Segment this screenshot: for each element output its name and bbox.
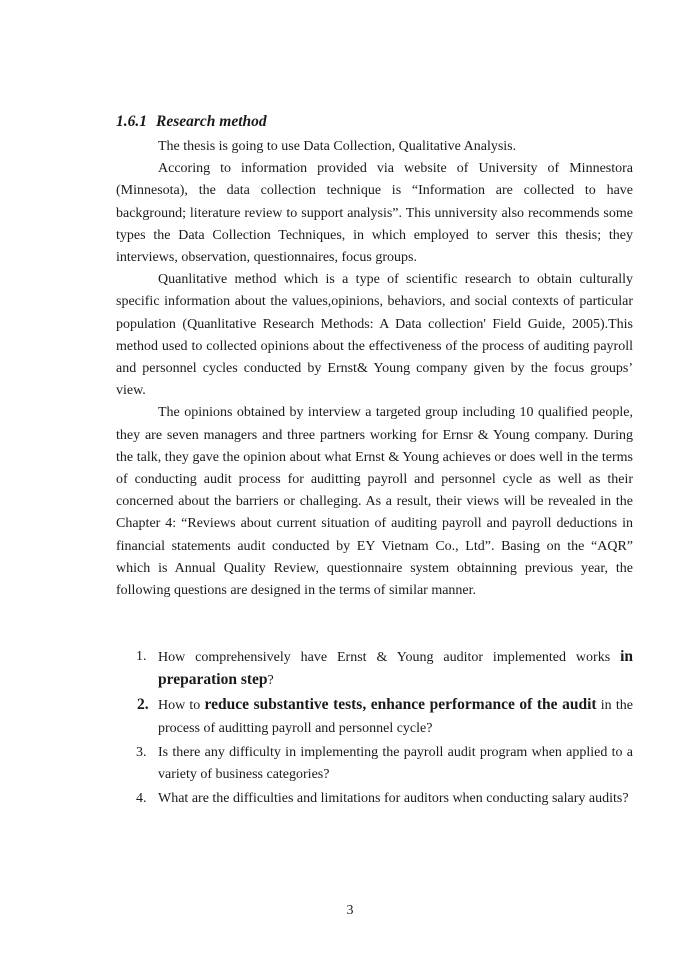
question-number: 4.	[136, 791, 147, 807]
question-item	[116, 694, 633, 739]
page-number: 3	[346, 903, 354, 918]
body-text	[116, 136, 633, 602]
question-number: 1.	[136, 649, 147, 664]
question-text: How comprehensively have Ernst & Young auditor implemented works	[158, 650, 621, 665]
question-emphasis: reduce substantive tests, enhance performance of the audit	[204, 696, 597, 714]
paragraph: The thesis is going to use Data Collection, Qualitative Analysis.	[158, 139, 517, 154]
question-text-end: in the process of auditting payroll and personnel cycle?	[158, 698, 633, 736]
paragraph: Quanlitative method which is a type of scientific research to obtain culturally specific information about the values,opinions, behaviors, and social contexts of particular population (Quanlitative Research Methods: A Data collection' Field Guide, 2005).This method used to collected opinions about the effectiveness of the process of auditing payroll and personnel cycles conducted by Ernst& Young company given by the focus groups’ view.	[116, 272, 633, 399]
question-item	[116, 788, 633, 810]
question-number: 2.	[137, 696, 149, 714]
question-list	[116, 646, 633, 812]
question-emphasis: in preparation step	[158, 648, 633, 689]
question-text: What are the difficulties and limitations for auditors when conducting salary audits?	[158, 791, 629, 807]
section-heading	[116, 113, 267, 131]
question-text: Is there any difficulty in implementing the payroll audit program when applied to a variety of business categories?	[158, 744, 633, 783]
section-title: Research method	[156, 113, 267, 130]
question-item	[116, 742, 633, 786]
question-text-end: ?	[267, 673, 274, 689]
question-item	[116, 646, 633, 692]
paragraph: The opinions obtained by interview a targeted group including 10 qualified people, they are seven managers and three partners working for Ernsr & Young company. During the talk, they gave the opinion about what Ernst & Young achieves or does well in the terms of conducting audit process for auditting payroll and personnel cycle as well as their concerned about the barriers or challeging. As a result, their views will be revealed in the Chapter 4: “Reviews about current situation of auditing payroll and payroll deductions in financial statements audit conducted by EY Vietnam Co., Ltd”. Basing on the “AQR” which is Annual Quality Review, questionnaire system obtainning previous year, the following questions are designed in the terms of similar manner.	[116, 405, 633, 599]
paragraph: Accoring to information provided via website of University of Minnestora (Minnesota), the data collection technique is “Information are collected to have background; literature review to support analysis”. This unniversity also recommends some types the Data Collection Techniques, in which employed to server this thesis; they interviews, observation, questionnaires, focus groups.	[116, 161, 633, 266]
section-number: 1.6.1	[116, 113, 147, 130]
question-text: How to	[158, 698, 205, 714]
question-number: 3.	[136, 744, 147, 760]
